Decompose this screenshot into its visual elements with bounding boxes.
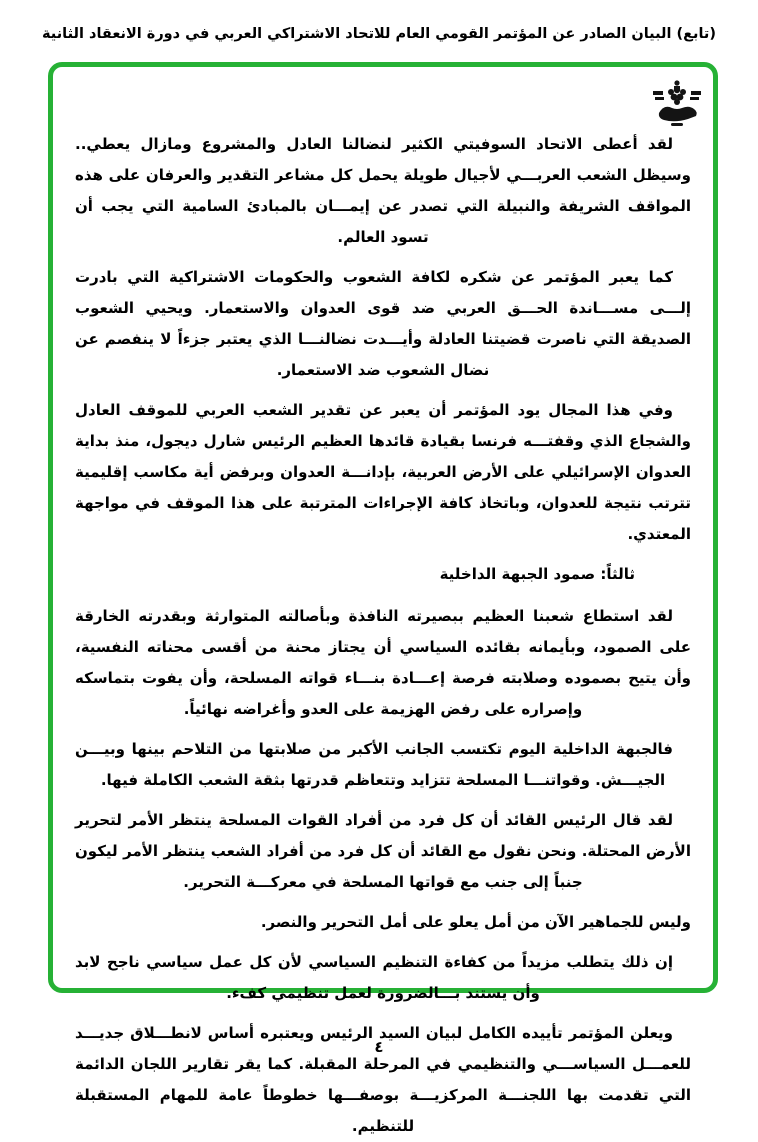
paragraph: وفي هذا المجال يود المؤتمر أن يعبر عن تقدير الشعب العربي للموقف العادل والشجاع الذي وقفتـــه فرنسا بقيادة قائدها العظيم الرئيس شارل ديجول، منذ بداية العدوان الإسرائيلي على الأرض العربية، بإدانـــة العدوان وبرفض أية مكاسب إقليمية تترتب نتيجة للعدوان، وباتخاذ كافة الإجراءات المترتبة على هذا الموقف في مواجهة المعتدي.	[75, 401, 691, 543]
paragraph: وليس للجماهير الآن من أمل يعلو على أمل التحرير والنصر.	[260, 913, 691, 931]
ink-stamp-emblem-icon	[649, 77, 705, 127]
page-header-title: (تابع) البيان الصادر عن المؤتمر القومي العام للاتحاد الاشتراكي العربي في دورة الانعقاد الثانية	[42, 26, 716, 42]
green-document-frame	[48, 62, 718, 1135]
stamp-row	[53, 67, 713, 129]
paragraph: فالجبهة الداخلية اليوم تكتسب الجانب الأكبر من صلابتها من التلاحم بينها وبيـــن الجيـــش. وقواتنـــا المسلحة تتزايد وتتعاظم قدرتها بثقة الشعب الكاملة فيها.	[75, 740, 673, 789]
page-number: ٤	[374, 1038, 384, 1056]
section-heading: ثالثاً: صمود الجبهة الداخلية	[439, 565, 635, 583]
paragraph: إن ذلك يتطلب مزيداً من كفاءة التنظيم السياسي لأن كل عمل سياسي ناجح لابد وأن يستند بـــالضرورة لعمل تنظيمي كفء.	[75, 953, 673, 1002]
paragraph: لقد استطاع شعبنا العظيم ببصيرته النافذة وبأصالته المتوارثة وبقدرته الخارقة على الصمود، وبأيمانه بقائده السياسي أن يجتاز محنة من أقسى محناته النفسية، وأن يتيح بصموده وصلابته فرصة إعـــادة بنـــاء قواته المسلحة، وأن يفوت بتماسكه وإصراره على رفض الهزيمة على العدو وأغراضه نهائياً.	[75, 607, 691, 718]
paragraph: كما يعبر المؤتمر عن شكره لكافة الشعوب والحكومات الاشتراكية التي بادرت إلـــى مســـاندة الحـــق العربي ضد قوى العدوان والاستعمار. ويحيي الشعوب الصديقة التي ناصرت قضيتنا العادلة وأيـــدت نضالنـــا الذي يعتبر جزءاً لا ينفصم عن نضال الشعوب ضد الاستعمار.	[75, 268, 691, 379]
paragraph: ويعلن المؤتمر تأييده الكامل لبيان السيد الرئيس ويعتبره أساس لانطـــلاق جديـــد للعمـــل السياســـي والتنظيمي في المرحلة المقبلة. كما يقر تقارير اللجان الدائمة التي تقدمت بها اللجنـــة المركزيـــة بوصفـــها خطوطاً عامة للمهام المستقبلة للتنظيم.	[75, 1024, 691, 1135]
paragraph: لقد أعطى الاتحاد السوفيتي الكثير لنضالنا العادل والمشروع ومازال يعطي.. وسيظل الشعب العربـــي لأجيال طويلة يحمل كل مشاعر التقدير والعرفان على هذه المواقف الشريفة والنبيلة التي تصدر عن إيمـــان بالمبادئ السامية التي يجب أن تسود العالم.	[75, 135, 691, 246]
paragraph: لقد قال الرئيس القائد أن كل فرد من أفراد القوات المسلحة ينتظر الأمر لتحرير الأرض المحتلة. ونحن نقول مع القائد أن كل فرد من أفراد الشعب ينتظر الأمر ليكون جنباً إلى جنب مع قواتها المسلحة في معركـــة التحرير.	[75, 811, 691, 891]
document-body	[53, 129, 713, 1142]
